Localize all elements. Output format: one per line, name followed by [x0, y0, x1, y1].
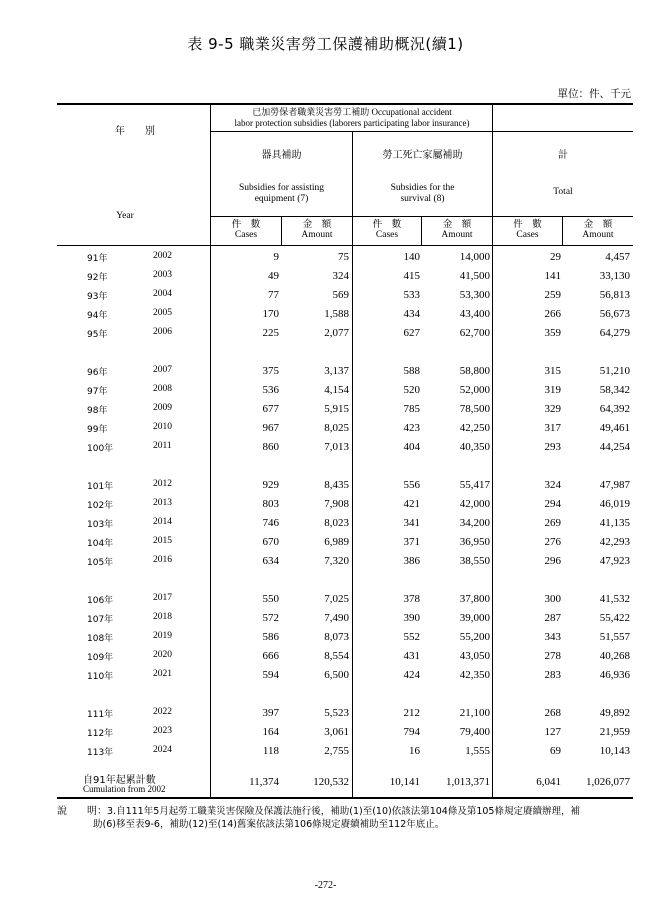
row-roc-year: 106年 [87, 596, 114, 606]
cell-a1: 8,023 [324, 517, 349, 529]
cell-c3: 127 [544, 726, 561, 738]
cell-c1: 536 [262, 384, 279, 396]
amount-en: Amount [582, 230, 614, 240]
cell-c1: 929 [262, 479, 279, 491]
cell-a2: 78,500 [459, 403, 490, 415]
cases-en: Cases [234, 230, 258, 240]
row-roc-year: 109年 [87, 653, 114, 663]
cell-a2: 21,100 [459, 707, 490, 719]
cell-c2: 434 [403, 308, 420, 320]
cell-c2: 794 [403, 726, 420, 738]
col2-header-en-2: survival (8) [400, 194, 445, 204]
cumulative-label-cjk: 自91年起累計數 [83, 775, 156, 786]
cell-c3: 276 [544, 536, 561, 548]
row-roc-year: 93年 [87, 292, 108, 302]
col2-amount-header [422, 219, 492, 241]
cell-a3: 47,923 [599, 555, 630, 567]
cell-c3: 359 [544, 327, 561, 339]
cumulative-c1: 11,374 [249, 776, 279, 788]
cell-a3: 46,019 [599, 498, 630, 510]
cases-cjk: 件 數 [372, 219, 402, 230]
cell-c3: 141 [544, 270, 561, 282]
cell-c3: 315 [544, 365, 561, 377]
group-header [212, 107, 492, 129]
cell-a1: 7,490 [324, 612, 349, 624]
row-ad-year: 2009 [153, 403, 172, 413]
table-row [57, 325, 633, 344]
table-row [57, 420, 633, 439]
cumulative-c2: 10,141 [389, 776, 420, 788]
cell-a2: 39,000 [459, 612, 490, 624]
cell-c1: 77 [268, 289, 279, 301]
cell-a3: 51,557 [599, 631, 630, 643]
cell-a1: 5,915 [324, 403, 349, 415]
cell-a3: 46,936 [599, 669, 630, 681]
cell-a1: 1,588 [324, 308, 349, 320]
col2-header-en-1: Subsidies for the [390, 183, 455, 193]
cell-c1: 572 [262, 612, 279, 624]
amount-en: Amount [441, 230, 473, 240]
col3-amount-header [563, 219, 633, 241]
cell-c1: 746 [262, 517, 279, 529]
cell-c2: 424 [403, 669, 420, 681]
cell-c3: 324 [544, 479, 561, 491]
row-ad-year: 2012 [153, 479, 172, 489]
table-row [57, 667, 633, 686]
cell-a1: 75 [338, 251, 349, 263]
footnote-text1: 3.自111年5月起勞工職業災害保險及保護法施行後，補助(1)至(10)依該法第104條及第105條規定賡續辦理，補 [107, 806, 580, 817]
table-row [57, 363, 633, 382]
table-row [57, 439, 633, 458]
header-bottom-rule [57, 245, 633, 246]
cell-a3: 4,457 [605, 251, 630, 263]
cell-a2: 42,350 [459, 669, 490, 681]
cell-a2: 14,000 [459, 251, 490, 263]
row-ad-year: 2020 [153, 650, 172, 660]
cell-a3: 49,461 [599, 422, 630, 434]
cell-a2: 42,000 [459, 498, 490, 510]
cell-a2: 38,550 [459, 555, 490, 567]
cell-a3: 56,813 [599, 289, 630, 301]
cell-a2: 58,800 [459, 365, 490, 377]
year-header-cjk: 年 別 [115, 126, 155, 137]
table-row [57, 287, 633, 306]
cell-c3: 259 [544, 289, 561, 301]
cell-c1: 9 [273, 251, 279, 263]
cell-a1: 8,073 [324, 631, 349, 643]
cell-a2: 55,417 [459, 479, 490, 491]
cell-c1: 164 [262, 726, 279, 738]
col1-cases-header [212, 219, 280, 241]
cell-c1: 550 [262, 593, 279, 605]
row-roc-year: 110年 [87, 672, 114, 682]
page-number: -272- [314, 880, 337, 891]
cell-c3: 293 [544, 441, 561, 453]
cell-a1: 2,755 [324, 745, 349, 757]
amount-cjk: 金 額 [583, 219, 613, 230]
col1-header-en-2: equipment (7) [254, 194, 309, 204]
row-roc-year: 112年 [87, 729, 114, 739]
cell-a3: 55,422 [599, 612, 630, 624]
row-ad-year: 2015 [153, 536, 172, 546]
row-ad-year: 2003 [153, 270, 172, 280]
amount-en: Amount [301, 230, 333, 240]
cell-a3: 41,532 [599, 593, 630, 605]
group-header-rule [210, 131, 633, 132]
cell-c3: 300 [544, 593, 561, 605]
cell-c1: 225 [262, 327, 279, 339]
cases-en: Cases [375, 230, 399, 240]
table-row [57, 705, 633, 724]
table-row [57, 553, 633, 572]
cell-a3: 21,959 [599, 726, 630, 738]
cases-cjk: 件 數 [513, 219, 542, 230]
cell-c2: 431 [403, 650, 420, 662]
cell-c2: 140 [403, 251, 420, 263]
cell-a1: 6,500 [324, 669, 349, 681]
row-ad-year: 2017 [153, 593, 172, 603]
cell-a3: 56,673 [599, 308, 630, 320]
amount-cjk: 金 額 [302, 219, 332, 230]
cell-c2: 386 [403, 555, 420, 567]
row-roc-year: 107年 [87, 615, 114, 625]
row-ad-year: 2013 [153, 498, 172, 508]
table-row [57, 249, 633, 268]
cell-a3: 10,143 [599, 745, 630, 757]
cell-c3: 319 [544, 384, 561, 396]
row-roc-year: 97年 [87, 387, 108, 397]
cell-c2: 785 [403, 403, 420, 415]
row-roc-year: 101年 [87, 482, 114, 492]
cumulative-a3: 1,026,077 [586, 776, 630, 788]
cell-c2: 378 [403, 593, 420, 605]
row-ad-year: 2008 [153, 384, 172, 394]
table-top-rule [57, 103, 633, 105]
cell-c3: 69 [550, 745, 561, 757]
cell-c3: 29 [550, 251, 561, 263]
cell-c1: 670 [262, 536, 279, 548]
cell-a2: 40,350 [459, 441, 490, 453]
cell-a3: 42,293 [599, 536, 630, 548]
cell-c2: 552 [403, 631, 420, 643]
cell-a1: 3,061 [324, 726, 349, 738]
row-roc-year: 95年 [87, 330, 108, 340]
row-roc-year: 111年 [87, 710, 114, 720]
table-row [57, 477, 633, 496]
cell-a1: 3,137 [324, 365, 349, 377]
cell-c1: 666 [262, 650, 279, 662]
cell-c2: 390 [403, 612, 420, 624]
cell-a3: 64,279 [599, 327, 630, 339]
cell-a3: 33,130 [599, 270, 630, 282]
col2-header-cjk: 勞工死亡家屬補助 [382, 150, 463, 161]
table-row [57, 743, 633, 762]
row-ad-year: 2019 [153, 631, 172, 641]
cell-c1: 170 [262, 308, 279, 320]
row-ad-year: 2006 [153, 327, 172, 337]
cell-c3: 296 [544, 555, 561, 567]
col3-header-cjk: 計 [558, 150, 568, 161]
cell-c2: 16 [409, 745, 420, 757]
row-ad-year: 2023 [153, 726, 172, 736]
cumulative-a1: 120,532 [313, 776, 349, 788]
cell-c1: 967 [262, 422, 279, 434]
footnote [57, 805, 637, 831]
cell-a1: 2,077 [324, 327, 349, 339]
table-row [57, 591, 633, 610]
cell-c1: 594 [262, 669, 279, 681]
table-row [57, 724, 633, 743]
cell-a3: 49,892 [599, 707, 630, 719]
cell-c1: 49 [268, 270, 279, 282]
cell-a3: 41,135 [599, 517, 630, 529]
row-roc-year: 98年 [87, 406, 108, 416]
cell-c2: 423 [403, 422, 420, 434]
cell-c2: 520 [403, 384, 420, 396]
cell-c3: 268 [544, 707, 561, 719]
row-ad-year: 2002 [153, 251, 172, 261]
divider-group [492, 104, 493, 132]
cell-c2: 588 [403, 365, 420, 377]
row-roc-year: 100年 [87, 444, 114, 454]
table-row [57, 268, 633, 287]
cell-a2: 36,950 [459, 536, 490, 548]
table-row [57, 610, 633, 629]
table-row [57, 534, 633, 553]
cell-a2: 62,700 [459, 327, 490, 339]
cell-a1: 5,523 [324, 707, 349, 719]
cell-c1: 397 [262, 707, 279, 719]
cell-c2: 421 [403, 498, 420, 510]
cell-c3: 283 [544, 669, 561, 681]
cases-en: Cases [516, 230, 539, 240]
cell-c1: 375 [262, 365, 279, 377]
cell-a3: 47,987 [599, 479, 630, 491]
row-roc-year: 99年 [87, 425, 108, 435]
cell-a2: 41,500 [459, 270, 490, 282]
cell-c3: 317 [544, 422, 561, 434]
row-ad-year: 2021 [153, 669, 172, 679]
col1-amount-header [282, 219, 352, 241]
cell-a2: 53,300 [459, 289, 490, 301]
cell-c1: 586 [262, 631, 279, 643]
cell-a1: 324 [332, 270, 349, 282]
cell-a2: 43,400 [459, 308, 490, 320]
cell-a1: 7,025 [324, 593, 349, 605]
cell-c2: 627 [403, 327, 420, 339]
row-roc-year: 91年 [87, 254, 108, 264]
cell-a1: 6,989 [324, 536, 349, 548]
row-roc-year: 96年 [87, 368, 108, 378]
cell-c2: 341 [403, 517, 420, 529]
row-ad-year: 2007 [153, 365, 172, 375]
cell-a3: 51,210 [599, 365, 630, 377]
footnote-line2: 助(6)移至表9-6，補助(12)至(14)舊案依該法第106條規定賡續補助至112年底止。 [93, 819, 445, 830]
group-header-line1: 已加勞保者職業災害勞工補助 Occupational accident [252, 107, 452, 117]
row-ad-year: 2018 [153, 612, 172, 622]
cell-c2: 371 [403, 536, 420, 548]
cell-a2: 42,250 [459, 422, 490, 434]
row-roc-year: 113年 [87, 748, 114, 758]
cell-a1: 7,013 [324, 441, 349, 453]
col1-header-en [211, 183, 352, 205]
cell-a1: 8,554 [324, 650, 349, 662]
table-row [57, 629, 633, 648]
cell-a3: 64,392 [599, 403, 630, 415]
table-row [57, 401, 633, 420]
cell-a1: 7,320 [324, 555, 349, 567]
col3-cases-header [493, 219, 562, 241]
col2-header-en [353, 183, 492, 205]
row-ad-year: 2024 [153, 745, 172, 755]
cell-a1: 569 [332, 289, 349, 301]
year-header-en: Year [116, 211, 134, 221]
cell-c2: 556 [403, 479, 420, 491]
footnote-line1 [57, 805, 637, 818]
cell-c2: 415 [403, 270, 420, 282]
cell-a3: 58,342 [599, 384, 630, 396]
col1-header-cjk: 器具補助 [261, 150, 302, 161]
cell-a2: 37,800 [459, 593, 490, 605]
row-ad-year: 2014 [153, 517, 172, 527]
cell-c1: 677 [262, 403, 279, 415]
cumulative-label-en: Cumulation from 2002 [83, 784, 166, 794]
footnote-prefix: 說 明： [57, 806, 107, 817]
table-row [57, 496, 633, 515]
row-roc-year: 92年 [87, 273, 108, 283]
row-roc-year: 103年 [87, 520, 114, 530]
col1-header-en-1: Subsidies for assisting [239, 183, 324, 193]
cell-c2: 212 [403, 707, 420, 719]
table-row [57, 515, 633, 534]
page-title: 表 9-5 職業災害勞工保護補助概況(續1) [187, 35, 464, 53]
cumulative-a2: 1,013,371 [446, 776, 490, 788]
row-roc-year: 102年 [87, 501, 114, 511]
cell-c3: 269 [544, 517, 561, 529]
cell-a2: 34,200 [459, 517, 490, 529]
cell-a1: 8,025 [324, 422, 349, 434]
row-roc-year: 105年 [87, 558, 114, 568]
row-ad-year: 2005 [153, 308, 172, 318]
cell-c1: 860 [262, 441, 279, 453]
cell-c3: 278 [544, 650, 561, 662]
cell-c1: 634 [262, 555, 279, 567]
col3-header-en: Total [553, 187, 573, 197]
cell-c2: 533 [403, 289, 420, 301]
cell-a2: 43,050 [459, 650, 490, 662]
cell-a2: 52,000 [459, 384, 490, 396]
cell-c2: 404 [403, 441, 420, 453]
cell-c3: 294 [544, 498, 561, 510]
cell-a2: 55,200 [459, 631, 490, 643]
cell-a1: 7,908 [324, 498, 349, 510]
cell-a2: 1,555 [465, 745, 490, 757]
cumulative-c3: 6,041 [536, 776, 561, 788]
col2-cases-header [353, 219, 421, 241]
row-ad-year: 2004 [153, 289, 172, 299]
row-roc-year: 108年 [87, 634, 114, 644]
row-ad-year: 2016 [153, 555, 172, 565]
cell-c1: 803 [262, 498, 279, 510]
amount-cjk: 金 額 [442, 219, 472, 230]
group-header-line2: labor protection subsidies (laborers participating labor insurance) [234, 118, 470, 128]
table-row [57, 648, 633, 667]
unit-label: 單位：件、千元 [557, 88, 631, 100]
cell-a3: 40,268 [599, 650, 630, 662]
cell-c1: 118 [262, 745, 279, 757]
cell-c3: 343 [544, 631, 561, 643]
row-ad-year: 2011 [153, 441, 172, 451]
cases-cjk: 件 數 [231, 219, 261, 230]
row-ad-year: 2022 [153, 707, 172, 717]
cell-a1: 4,154 [324, 384, 349, 396]
cell-c3: 329 [544, 403, 561, 415]
cell-a1: 8,435 [324, 479, 349, 491]
row-roc-year: 104年 [87, 539, 114, 549]
cumulative-row [57, 770, 633, 798]
cell-a2: 79,400 [459, 726, 490, 738]
cell-c3: 287 [544, 612, 561, 624]
cell-a3: 44,254 [599, 441, 630, 453]
table-row [57, 382, 633, 401]
table-row [57, 306, 633, 325]
row-roc-year: 94年 [87, 311, 108, 321]
cell-c3: 266 [544, 308, 561, 320]
row-ad-year: 2010 [153, 422, 172, 432]
